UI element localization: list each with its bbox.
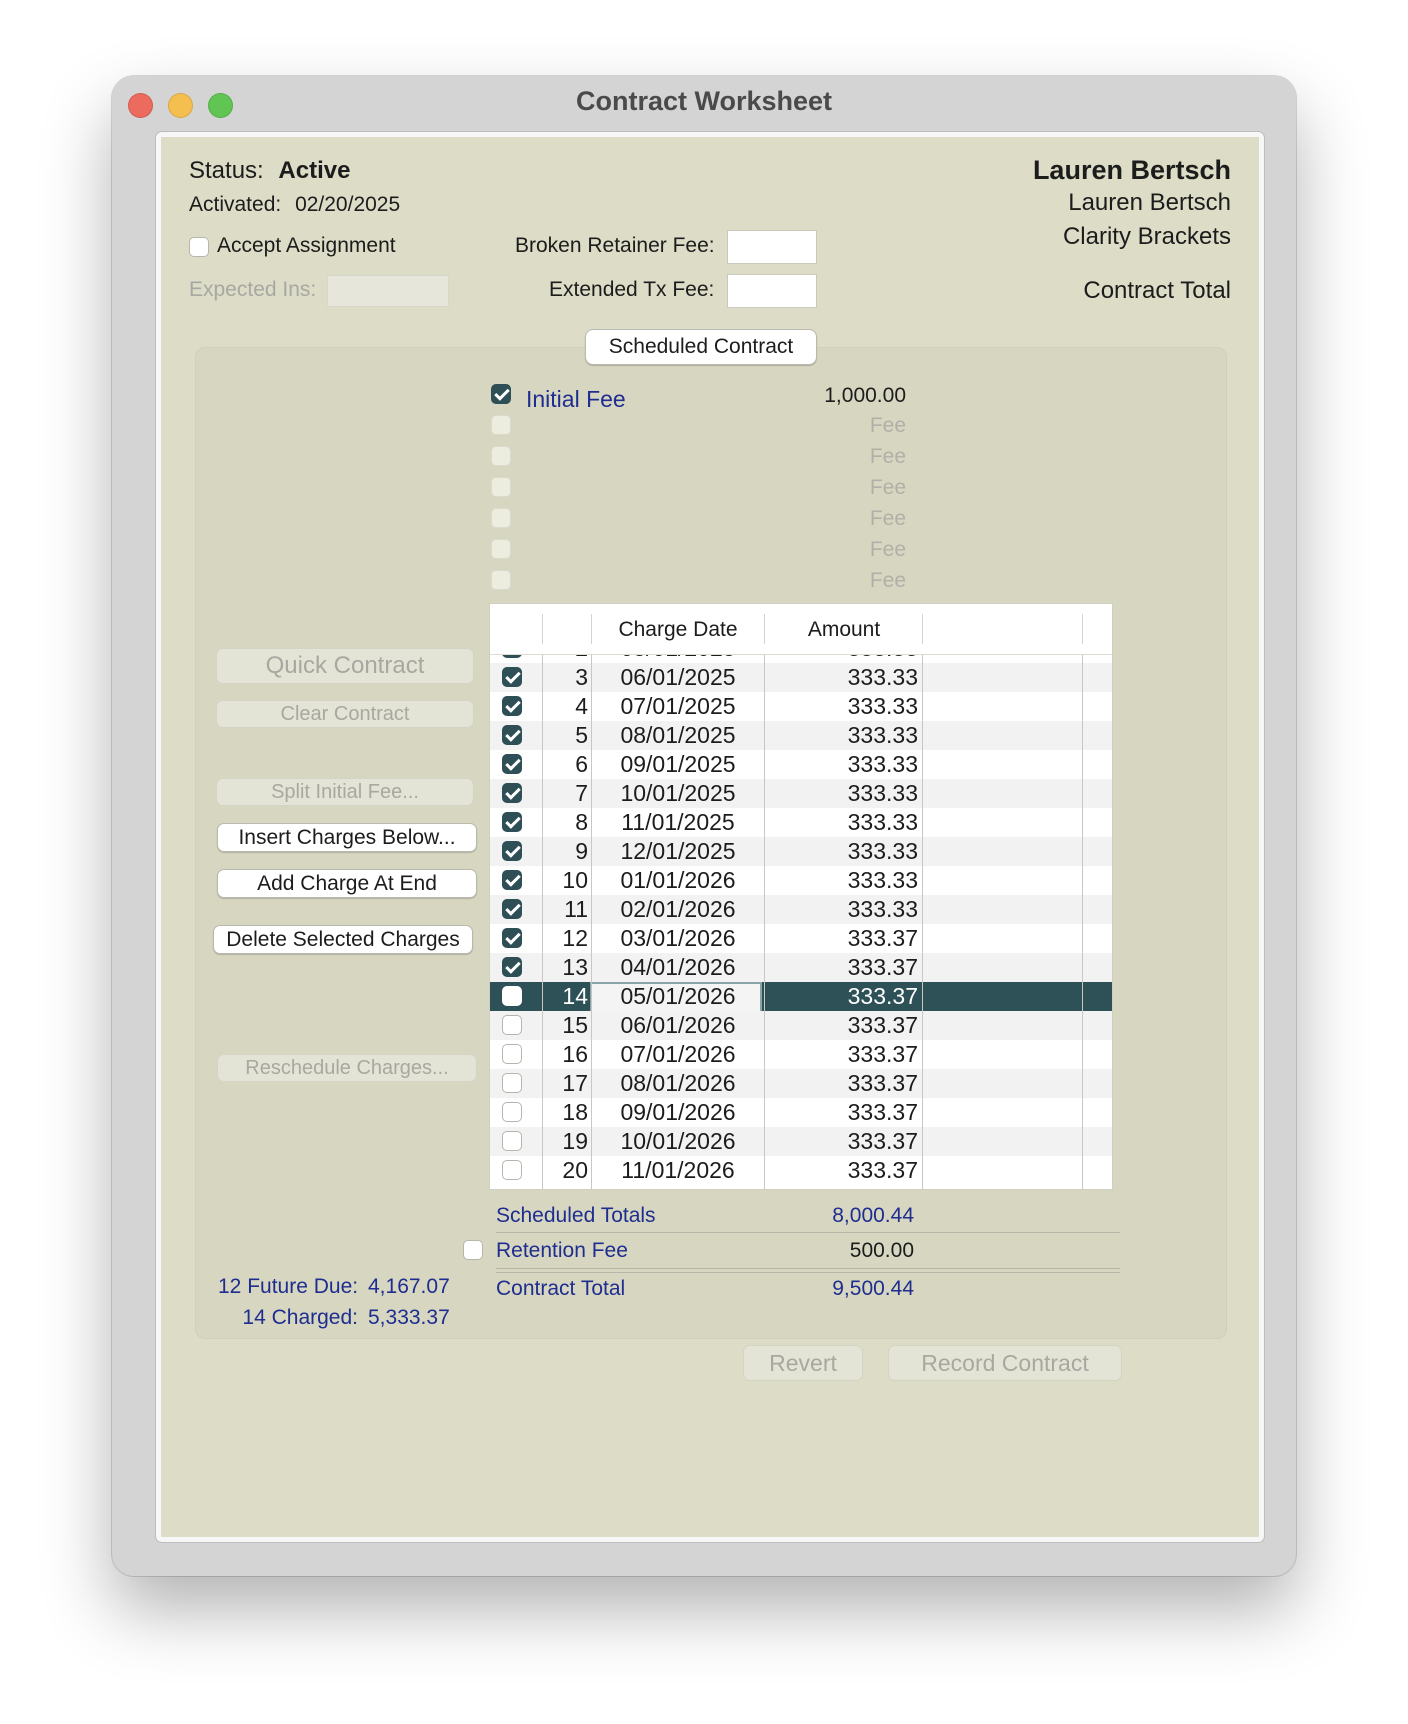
record-contract-button[interactable]: Record Contract (888, 1345, 1122, 1381)
charges-table[interactable] (489, 603, 1113, 1190)
split-initial-fee-button[interactable]: Split Initial Fee... (216, 778, 474, 806)
charge-number: 12 (562, 925, 588, 951)
appliance-name: Clarity Brackets (1062, 223, 1231, 250)
fee-field[interactable]: Fee (869, 538, 906, 561)
charge-date[interactable]: 10/01/2025 (620, 780, 736, 806)
revert-button[interactable]: Revert (743, 1345, 863, 1381)
charge-date[interactable]: 09/01/2025 (620, 751, 736, 777)
expected-ins-field[interactable] (327, 275, 449, 307)
charge-row-checkbox[interactable] (502, 870, 522, 890)
charge-row[interactable] (490, 692, 1112, 721)
initial-fee-label: Initial Fee (526, 386, 626, 412)
charge-row-checkbox[interactable] (502, 1131, 522, 1151)
fee-field[interactable]: Fee (869, 476, 906, 499)
charge-date[interactable]: 03/01/2026 (620, 925, 736, 951)
fee-field[interactable]: Fee (869, 507, 906, 530)
charge-amount[interactable]: 333.33 (847, 838, 918, 864)
activated-line (189, 193, 400, 217)
charge-row-checkbox[interactable] (502, 986, 522, 1006)
extended-tx-label: Extended Tx Fee: (549, 278, 715, 301)
charge-date[interactable]: 11/01/2025 (621, 809, 735, 835)
charge-row-checkbox[interactable] (502, 928, 522, 948)
charge-number: 15 (562, 1012, 588, 1038)
charge-amount[interactable]: 333.37 (847, 954, 918, 980)
scheduled-totals-value: 8,000.44 (832, 1204, 914, 1227)
charge-row[interactable] (490, 1040, 1112, 1069)
charge-row[interactable] (490, 808, 1112, 837)
charge-row[interactable] (490, 866, 1112, 895)
charge-amount[interactable]: 333.33 (847, 780, 918, 806)
charge-number: 3 (575, 664, 588, 690)
activated-value: 02/20/2025 (295, 193, 401, 216)
charge-row-checkbox[interactable] (502, 899, 522, 919)
retention-fee-value[interactable]: 500.00 (849, 1239, 914, 1262)
charge-number: 8 (575, 809, 588, 835)
worksheet-panel (156, 132, 1264, 1542)
broken-retainer-fee-field[interactable] (727, 230, 817, 264)
accept-assignment-label: Accept Assignment (217, 234, 396, 257)
scheduled-totals-label: Scheduled Totals (496, 1204, 656, 1227)
column-amount[interactable]: Amount (807, 618, 881, 641)
future-due-value: 4,167.07 (368, 1275, 450, 1298)
add-charge-at-end-button[interactable]: Add Charge At End (217, 869, 477, 898)
charge-amount[interactable]: 333.33 (847, 693, 918, 719)
charge-date[interactable]: 05/01/2026 (620, 983, 736, 1009)
charge-row-checkbox[interactable] (502, 696, 522, 716)
responsible-party: Lauren Bertsch (1068, 189, 1231, 216)
charge-number: 5 (575, 722, 588, 748)
activated-label: Activated: (189, 193, 282, 216)
charge-amount[interactable]: 333.37 (847, 1041, 918, 1067)
charge-date[interactable]: 08/01/2025 (620, 722, 736, 748)
charge-row-checkbox[interactable] (502, 1015, 522, 1035)
charge-date[interactable]: 12/01/2025 (620, 838, 736, 864)
quick-contract-button[interactable]: Quick Contract (216, 648, 474, 684)
charge-date[interactable]: 07/01/2025 (620, 693, 736, 719)
charge-amount[interactable]: 333.37 (847, 1157, 918, 1183)
charge-row[interactable] (490, 895, 1112, 924)
charge-row[interactable] (490, 750, 1112, 779)
charge-number: 14 (562, 983, 588, 1009)
charged-value: 5,333.37 (368, 1306, 450, 1329)
patient-name: Lauren Bertsch (1032, 155, 1231, 185)
charge-row-checkbox[interactable] (502, 754, 522, 774)
charge-amount[interactable]: 333.37 (847, 1070, 918, 1096)
charged-label: 14 Charged: (242, 1306, 358, 1329)
charge-row-checkbox[interactable] (502, 1102, 522, 1122)
delete-selected-charges-button[interactable]: Delete Selected Charges (213, 925, 473, 954)
charge-amount[interactable]: 333.33 (847, 896, 918, 922)
charge-row[interactable] (490, 1011, 1112, 1040)
charge-number: 19 (562, 1128, 588, 1154)
charges-table-body[interactable] (490, 654, 1112, 1189)
charge-number: 20 (562, 1157, 588, 1183)
charge-row-checkbox[interactable] (502, 812, 522, 832)
charge-row[interactable] (490, 982, 1112, 1011)
scheduled-contract-tab[interactable]: Scheduled Contract (585, 329, 817, 365)
expected-ins-label: Expected Ins: (189, 278, 317, 301)
fee-field[interactable]: Fee (869, 569, 906, 592)
charge-date[interactable]: 07/01/2026 (620, 1041, 736, 1067)
status-value: Active (278, 157, 351, 184)
charge-row[interactable] (490, 924, 1112, 953)
fee-checkbox[interactable] (491, 570, 511, 590)
charge-amount[interactable]: 333.33 (847, 722, 918, 748)
charge-amount[interactable]: 333.33 (847, 664, 918, 690)
initial-fee-amount[interactable]: 1,000.00 (824, 384, 906, 407)
charge-date[interactable]: 04/01/2026 (620, 954, 736, 980)
charge-number: 6 (575, 751, 588, 777)
charge-amount[interactable]: 333.37 (847, 1128, 918, 1154)
charge-number: 7 (575, 780, 588, 806)
charge-row[interactable] (490, 1156, 1112, 1185)
charge-date[interactable]: 09/01/2026 (620, 1099, 736, 1125)
scheduled-contract-group (195, 347, 1227, 1339)
column-charge-date[interactable]: Charge Date (618, 618, 738, 641)
fee-checkbox[interactable] (491, 446, 511, 466)
charge-number: 17 (562, 1070, 588, 1096)
charge-row[interactable] (490, 779, 1112, 808)
contract-total-label: Contract Total (496, 1277, 626, 1300)
fee-checkbox[interactable] (491, 477, 511, 497)
charge-row-checkbox[interactable] (502, 1073, 522, 1093)
charge-row[interactable] (490, 953, 1112, 982)
charge-date[interactable]: 08/01/2026 (620, 1070, 736, 1096)
charge-row-checkbox[interactable] (502, 725, 522, 745)
charge-amount[interactable]: 333.37 (847, 1099, 918, 1125)
charge-amount[interactable]: 333.37 (847, 1012, 918, 1038)
charge-row-checkbox[interactable] (502, 783, 522, 803)
charge-number: 16 (562, 1041, 588, 1067)
charge-date[interactable]: 02/01/2026 (620, 896, 736, 922)
fee-checkbox[interactable] (491, 415, 511, 435)
fee-checkbox[interactable] (491, 508, 511, 528)
charge-row[interactable] (490, 1127, 1112, 1156)
contract-total-heading: Contract Total (1083, 277, 1231, 304)
contract-total-value: 9,500.44 (832, 1277, 914, 1300)
insert-charges-below-button[interactable]: Insert Charges Below... (217, 823, 477, 852)
charges-table-header (490, 604, 1112, 655)
charge-number: 13 (562, 954, 588, 980)
charge-row[interactable] (490, 837, 1112, 866)
charge-row-checkbox[interactable] (502, 1044, 522, 1064)
charge-number: 4 (575, 693, 588, 719)
retention-fee-label: Retention Fee (496, 1239, 628, 1262)
charge-amount[interactable]: 333.37 (847, 925, 918, 951)
extended-tx-fee-field[interactable] (727, 274, 817, 308)
initial-fee-checkbox[interactable] (491, 384, 511, 404)
charge-date[interactable]: 06/01/2025 (620, 664, 736, 690)
contract-worksheet-window (112, 76, 1296, 1576)
retention-fee-checkbox[interactable] (463, 1240, 483, 1260)
fee-checkbox[interactable] (491, 539, 511, 559)
charge-row[interactable] (490, 1098, 1112, 1127)
reschedule-charges-button[interactable]: Reschedule Charges... (217, 1054, 477, 1082)
charge-number: 11 (564, 896, 588, 922)
charge-amount[interactable]: 333.33 (847, 809, 918, 835)
status-line (189, 157, 350, 185)
charge-number: 10 (562, 867, 588, 893)
charge-date[interactable]: 06/01/2026 (620, 1012, 736, 1038)
charge-row-checkbox[interactable] (502, 841, 522, 861)
charge-date[interactable]: 10/01/2026 (620, 1128, 736, 1154)
fee-field[interactable]: Fee (869, 414, 906, 437)
accept-assignment-checkbox[interactable] (189, 237, 209, 257)
charge-row[interactable] (490, 721, 1112, 750)
future-due-label: 12 Future Due: (218, 1275, 359, 1298)
charge-date[interactable]: 11/01/2026 (621, 1157, 735, 1183)
charge-amount[interactable]: 333.37 (847, 983, 918, 1009)
window-title: Contract Worksheet (575, 86, 833, 116)
status-label: Status: (189, 157, 264, 184)
charge-row-checkbox[interactable] (502, 957, 522, 977)
charge-amount[interactable]: 333.33 (847, 867, 918, 893)
charge-row[interactable] (490, 663, 1112, 692)
clear-contract-button[interactable]: Clear Contract (216, 700, 474, 728)
fee-field[interactable]: Fee (869, 445, 906, 468)
charge-row[interactable] (490, 1069, 1112, 1098)
broken-retainer-label: Broken Retainer Fee: (515, 234, 715, 257)
charge-date[interactable]: 01/01/2026 (620, 867, 736, 893)
charge-number: 18 (562, 1099, 588, 1125)
charge-row-checkbox[interactable] (502, 667, 522, 687)
charge-number: 9 (575, 838, 588, 864)
charge-amount[interactable]: 333.33 (847, 751, 918, 777)
charge-row-checkbox[interactable] (502, 1160, 522, 1180)
